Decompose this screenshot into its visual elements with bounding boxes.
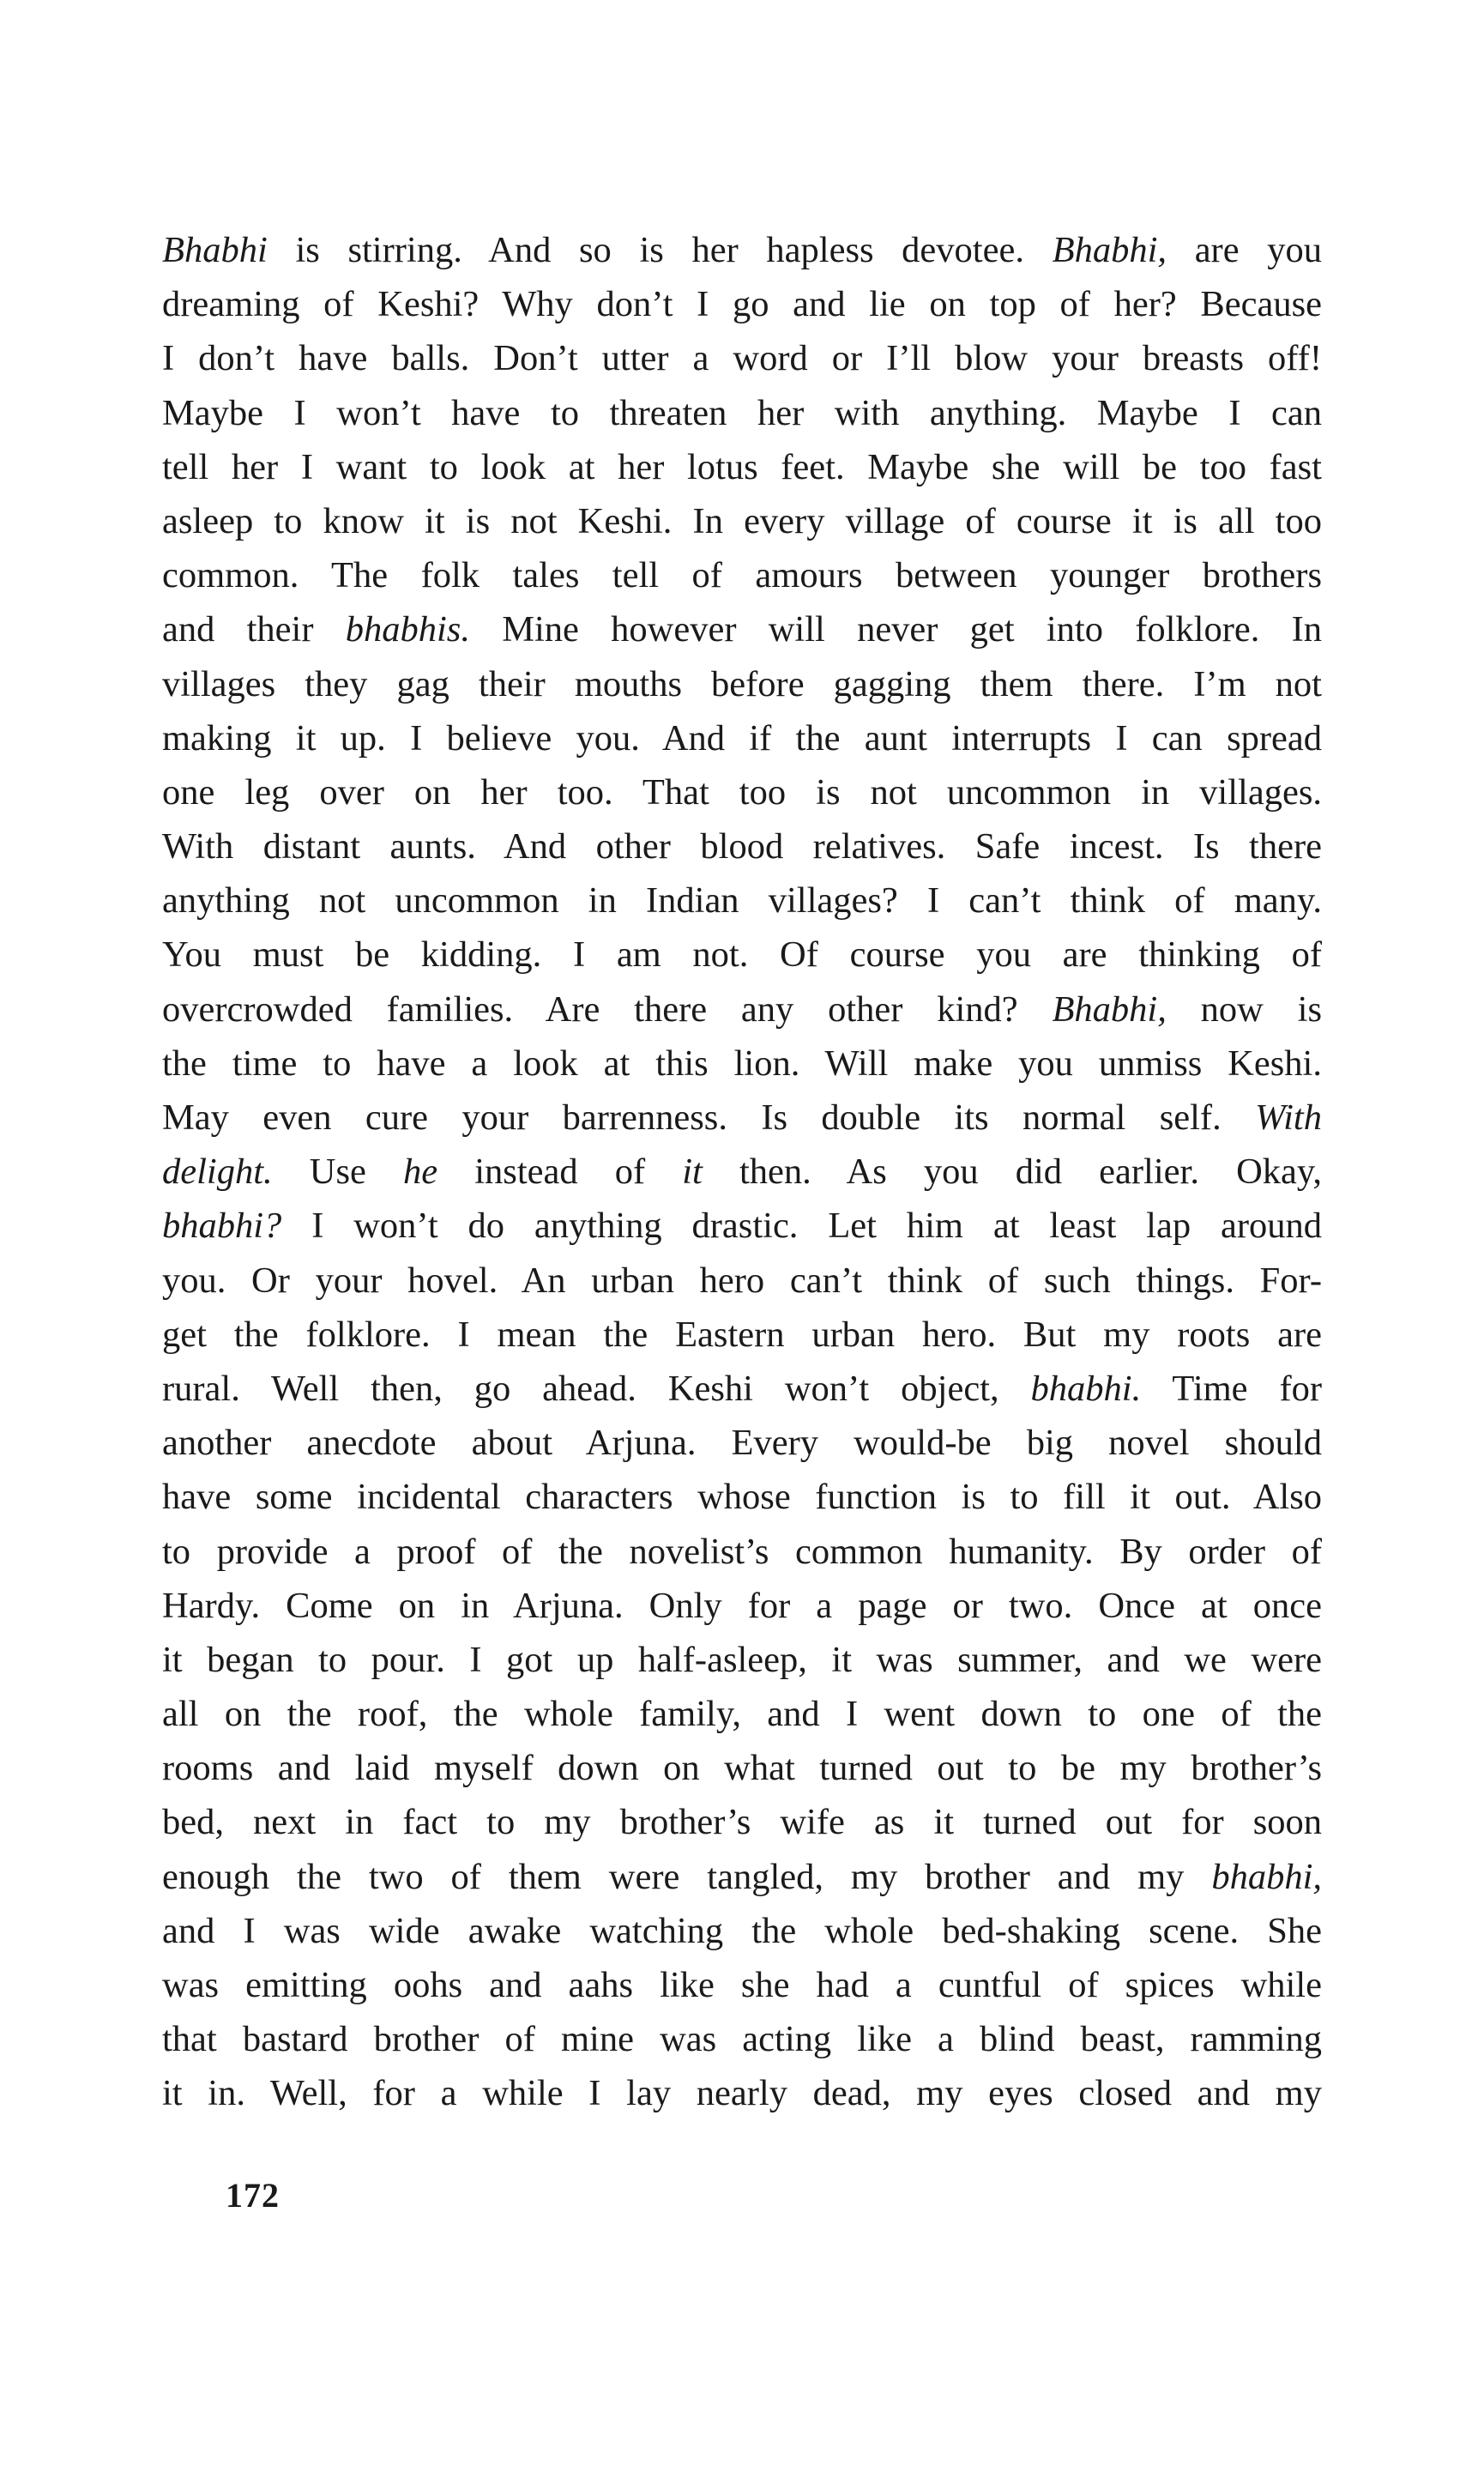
text-line bbox=[162, 2012, 1322, 2066]
italic-text: Bhabhi, bbox=[1052, 988, 1167, 1030]
text-run: Use bbox=[272, 1151, 403, 1193]
text-line bbox=[162, 819, 1322, 873]
text-run: get the folklore. I mean the Eastern urban hero. But my roots are bbox=[162, 1314, 1322, 1355]
text-run: overcrowded families. Are there any other kind? bbox=[162, 988, 1053, 1030]
text-run: bed, next in fact to my brother’s wife as it turned out for soon bbox=[162, 1802, 1322, 1843]
italic-text: bhabhis. bbox=[345, 609, 470, 650]
text-run: it began to pour. I got up half-asleep, it was summer, and we were bbox=[162, 1639, 1322, 1680]
text-line bbox=[162, 1091, 1322, 1145]
text-line bbox=[162, 1795, 1322, 1849]
text-line bbox=[162, 1199, 1322, 1253]
text-line bbox=[162, 1525, 1322, 1579]
text-line bbox=[162, 2066, 1322, 2120]
text-line bbox=[162, 1633, 1322, 1687]
text-run: you. Or your hovel. An urban hero can’t think of such things. For- bbox=[162, 1260, 1322, 1301]
italic-text: bhabhi. bbox=[1030, 1368, 1142, 1409]
text-run: You must be kidding. I am not. Of course you are thinking of bbox=[162, 934, 1322, 976]
italic-text: he bbox=[403, 1151, 438, 1193]
page-number: 172 bbox=[226, 2176, 280, 2215]
text-run: now is bbox=[1166, 988, 1322, 1030]
italic-text: delight. bbox=[162, 1151, 273, 1193]
text-line bbox=[162, 386, 1322, 440]
text-line bbox=[162, 1037, 1322, 1091]
text-line bbox=[162, 1254, 1322, 1308]
text-run: all on the roof, the whole family, and I went down to one of the bbox=[162, 1694, 1322, 1735]
italic-text: Bhabhi, bbox=[1052, 230, 1167, 270]
text-run: anything not uncommon in Indian villages? I can’t think of many. bbox=[162, 880, 1322, 922]
text-line bbox=[162, 711, 1322, 765]
text-line bbox=[162, 1687, 1322, 1741]
text-run: Time for bbox=[1141, 1368, 1322, 1409]
text-run: villages they gag their mouths before gagging them there. I’m not bbox=[162, 663, 1322, 704]
text-line bbox=[162, 1145, 1322, 1199]
text-run: I won’t do anything drastic. Let him at least lap around bbox=[281, 1206, 1322, 1247]
text-line bbox=[162, 331, 1322, 385]
text-line bbox=[162, 1579, 1322, 1633]
text-run: have some incidental characters whose function is to fill it out. Also bbox=[162, 1477, 1322, 1518]
text-run: I don’t have balls. Don’t utter a word or I’ll blow your breasts off! bbox=[162, 338, 1322, 379]
text-line bbox=[162, 440, 1322, 494]
text-run: asleep to know it is not Keshi. In every village of course it is all too bbox=[162, 500, 1322, 541]
text-run: are you bbox=[1167, 230, 1322, 270]
text-line bbox=[162, 657, 1322, 711]
text-line bbox=[162, 928, 1322, 982]
text-run: was emitting oohs and aahs like she had a cuntful of spices while bbox=[162, 1965, 1322, 2005]
text-run: is stirring. And so is her hapless devotee. bbox=[267, 230, 1053, 270]
text-run: another anecdote about Arjuna. Every would-be big novel should bbox=[162, 1423, 1322, 1464]
text-line bbox=[162, 765, 1322, 819]
text-line bbox=[162, 1904, 1322, 1958]
text-line bbox=[162, 1470, 1322, 1524]
text-run: and I was wide awake watching the whole bed-shaking scene. She bbox=[162, 1910, 1322, 1951]
italic-text: bhabhi, bbox=[1211, 1856, 1322, 1897]
text-run: to provide a proof of the novelist’s common humanity. By order of bbox=[162, 1531, 1322, 1572]
text-line bbox=[162, 1850, 1322, 1904]
text-line bbox=[162, 1308, 1322, 1362]
text-run: making it up. I believe you. And if the aunt interrupts I can spread bbox=[162, 717, 1322, 759]
text-run: tell her I want to look at her lotus feet. Maybe she will be too fast bbox=[162, 446, 1322, 487]
text-run: dreaming of Keshi? Why don’t I go and lie on top of her? Because bbox=[162, 284, 1322, 325]
text-run: rural. Well then, go ahead. Keshi won’t object, bbox=[162, 1368, 1031, 1409]
text-run: it in. Well, for a while I lay nearly dead, my eyes closed and my bbox=[162, 2073, 1322, 2114]
text-run: enough the two of them were tangled, my brother and my bbox=[162, 1856, 1212, 1897]
text-line bbox=[162, 1362, 1322, 1416]
text-line bbox=[162, 1741, 1322, 1795]
text-run: Maybe I won’t have to threaten her with anything. Maybe I can bbox=[162, 392, 1322, 433]
text-run: and their bbox=[162, 609, 346, 650]
text-line bbox=[162, 602, 1322, 656]
text-run: May even cure your barrenness. Is double its normal self. bbox=[162, 1097, 1256, 1138]
italic-text: it bbox=[682, 1151, 703, 1193]
text-run: common. The folk tales tell of amours between younger brothers bbox=[162, 555, 1322, 596]
text-line bbox=[162, 223, 1322, 277]
text-line bbox=[162, 277, 1322, 331]
text-run: then. As you did earlier. Okay, bbox=[702, 1151, 1322, 1193]
text-run: instead of bbox=[437, 1151, 683, 1193]
text-run: the time to have a look at this lion. Will make you unmiss Keshi. bbox=[162, 1043, 1322, 1084]
text-run: rooms and laid myself down on what turned out to be my brother’s bbox=[162, 1748, 1322, 1789]
italic-text: Bhabhi bbox=[162, 230, 268, 270]
text-run: Hardy. Come on in Arjuna. Only for a page or two. Once at once bbox=[162, 1585, 1322, 1626]
text-run: Mine however will never get into folklore. In bbox=[469, 609, 1322, 650]
body-text bbox=[162, 223, 1322, 2121]
text-run: With distant aunts. And other blood relatives. Safe incest. Is there bbox=[162, 826, 1322, 867]
text-run: that bastard brother of mine was acting like a blind beast, ramming bbox=[162, 2019, 1322, 2060]
text-line bbox=[162, 982, 1322, 1037]
text-line bbox=[162, 1416, 1322, 1470]
text-line bbox=[162, 494, 1322, 548]
italic-text: bhabhi? bbox=[162, 1206, 282, 1247]
text-line bbox=[162, 548, 1322, 602]
text-run: one leg over on her too. That too is not uncommon in villages. bbox=[162, 771, 1322, 813]
text-line bbox=[162, 1958, 1322, 2012]
italic-text: With bbox=[1255, 1097, 1322, 1138]
text-line bbox=[162, 873, 1322, 928]
